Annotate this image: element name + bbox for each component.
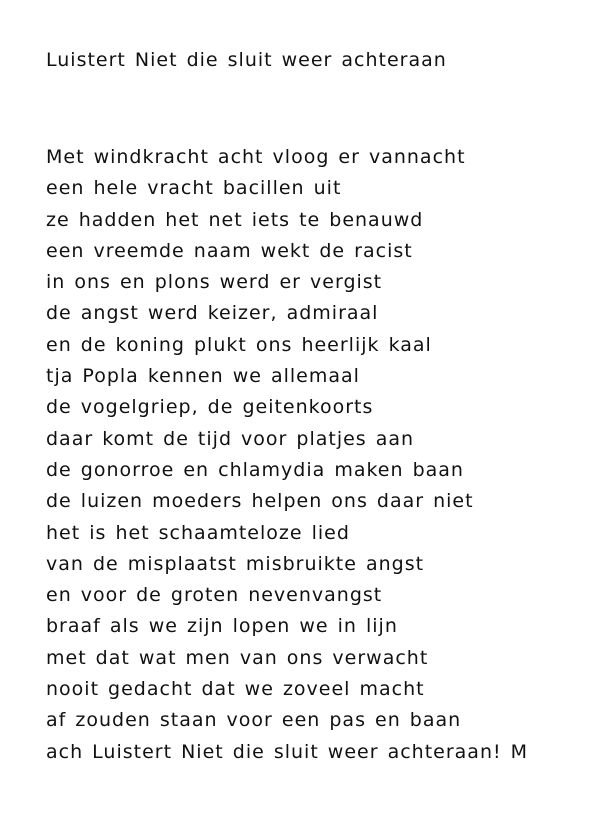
poem-line: en voor de groten nevenvangst: [46, 584, 383, 607]
poem-line: met dat wat men van ons verwacht: [46, 646, 429, 669]
poem-line: in ons en plons werd er vergist: [46, 271, 383, 294]
poem-line: nooit gedacht dat we zoveel macht: [46, 678, 425, 701]
poem-line: en de koning plukt ons heerlijk kaal: [46, 333, 432, 356]
poem-line: ze hadden het net iets te benauwd: [46, 208, 424, 231]
poem-body: [46, 142, 528, 768]
poem-line: de gonorroe en chlamydia maken baan: [46, 458, 464, 481]
poem-line: af zouden staan voor een pas en baan: [46, 709, 462, 732]
poem-line: de angst werd keizer, admiraal: [46, 302, 379, 325]
poem-line: het is het schaamteloze lied: [46, 521, 350, 544]
poem-line: daar komt de tijd voor platjes aan: [46, 427, 415, 450]
poem-line: ach Luistert Niet die sluit weer achteraan! M: [46, 740, 529, 763]
poem-line: braaf als we zijn lopen we in lijn: [46, 615, 398, 638]
poem-line: een hele vracht bacillen uit: [46, 177, 342, 200]
poem-line: Met windkracht acht vloog er vannacht: [46, 146, 466, 168]
poem-title: Luistert Niet die sluit weer achteraan: [46, 49, 447, 71]
poem-line: de vogelgriep, de geitenkoorts: [46, 396, 374, 419]
poem-line: van de misplaatst misbruikte angst: [46, 552, 425, 575]
poem-line: tja Popla kennen we allemaal: [46, 365, 360, 388]
poem-line: een vreemde naam wekt de racist: [46, 239, 413, 262]
poem-line: de luizen moeders helpen ons daar niet: [46, 490, 474, 513]
